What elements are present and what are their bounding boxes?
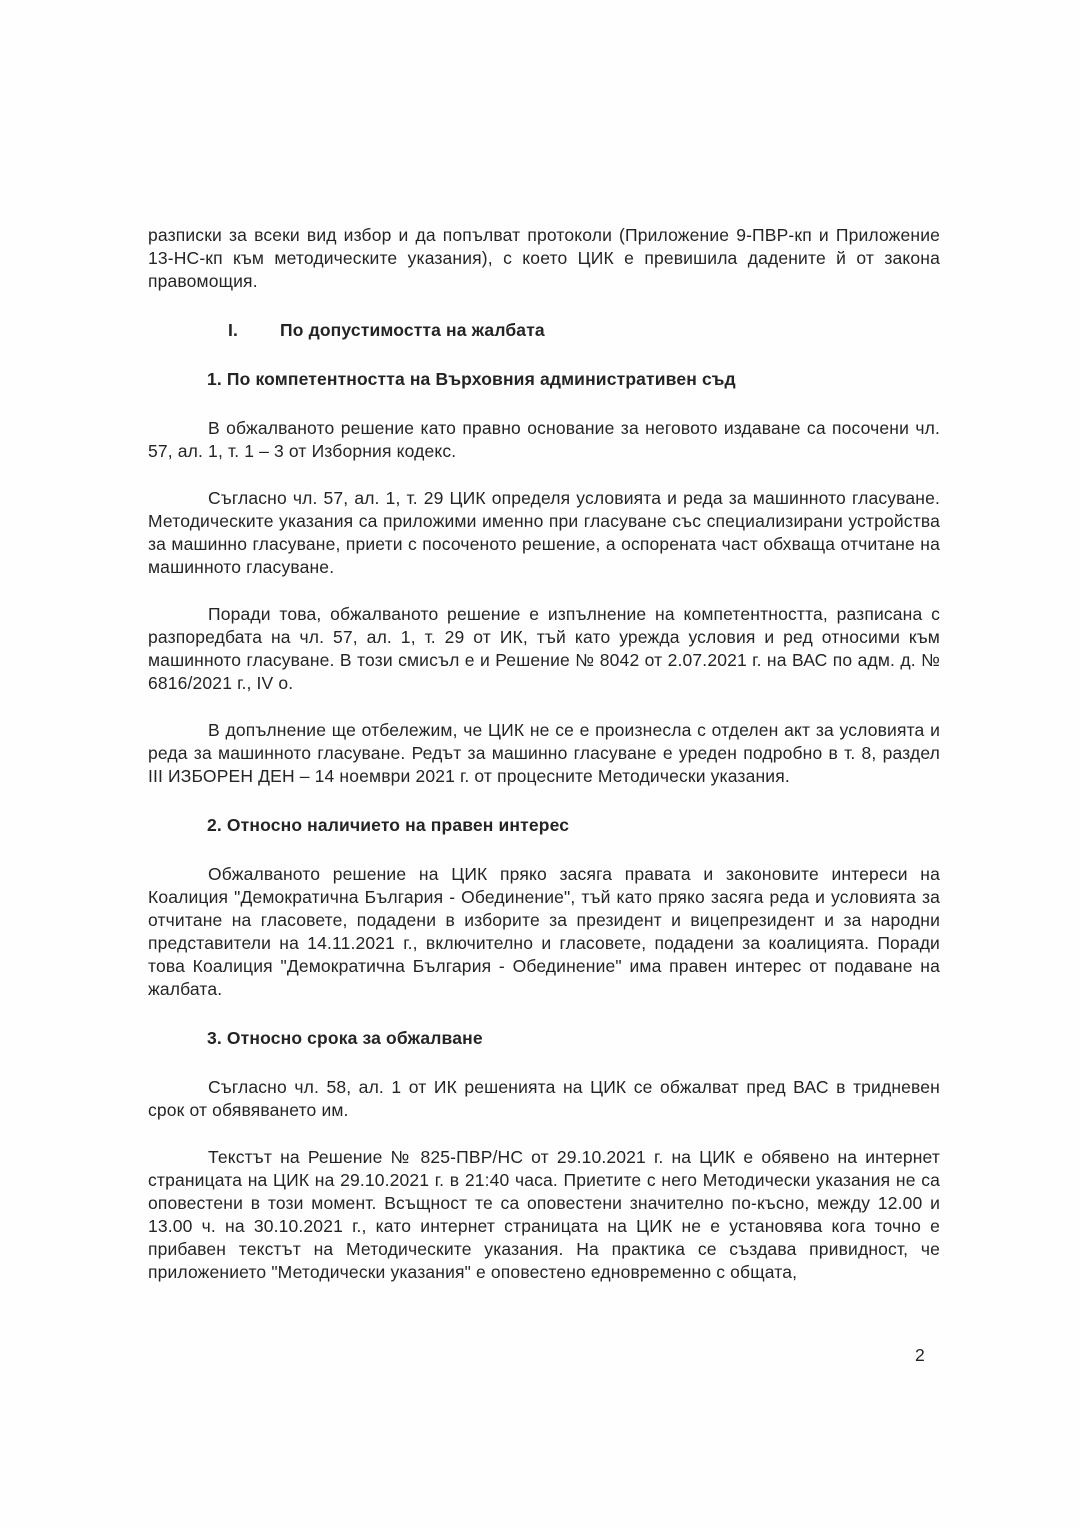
section-heading-admissibility [228, 319, 940, 342]
section-title: По допустимостта на жалбата [280, 320, 545, 340]
paragraph-continuation: разписки за всеки вид избор и да попълват протоколи (Приложение 9-ПВР-кп и Приложение 13-НС-кп към методическите указания), с което ЦИК е превишила дадените й от закона правомощия. [148, 225, 940, 291]
paragraph-addition: В допълнение ще отбележим, че ЦИК не се е произнесла с отделен акт за условията и реда за машинното гласуване. Редът за машинно гласуване е уреден подробно в т. 8, раздел III ИЗБОРЕН ДЕН – 14 ноември 2021 г. от процесните Методически указания. [148, 720, 940, 786]
document-body [148, 224, 940, 1308]
subsection-heading-legal-interest: 2. Относно наличието на правен интерес [207, 815, 570, 835]
paragraph-decision-825: Текстът на Решение № 825-ПВР/НС от 29.10.2021 г. на ЦИК е обявено на интернет страницата на ЦИК на 29.10.2021 г. в 21:40 часа. Приетите с него Методически указания не са оповестени в този момент. Всъщност те са оповестени значително по-късно, между 12.00 и 13.00 ч. на 30.10.2021 г., като интернет страницата на ЦИК не е установява кога точно е прибавен текстът на Методическите указания. На практика се създава привидност, че приложението "Методически указания" е оповестено едновременно с общата, [148, 1147, 940, 1282]
paragraph-competence-conclusion: Поради това, обжалваното решение е изпълнение на компетентността, разписана с разпоредбата на чл. 57, ал. 1, т. 29 от ИК, тъй като урежда условия и ред относими към машинното гласуване. В този смисъл е и Решение № 8042 от 2.07.2021 г. на ВАС по адм. д. № 6816/2021 г., IV о. [148, 604, 940, 693]
paragraph-legal-interest: Обжалваното решение на ЦИК пряко засяга правата и законовите интереси на Коалиция "Демократична България - Обединение", тъй като пряко засяга реда и условията за отчитане на гласовете, подадени в изборите за президент и вицепрезидент и за народни представители на 14.11.2021 г., включително и гласовете, подадени за коалицията. Поради това Коалиция "Демократична България - Обединение" има правен интерес от подаване на жалбата. [148, 864, 940, 999]
section-number: I. [228, 320, 239, 340]
paragraph-art57: Съгласно чл. 57, ал. 1, т. 29 ЦИК определя условията и реда за машинното гласуване. Методическите указания са приложими именно при гласуване със специализирани устройства за машинно гласуване, приети с посоченото решение, а оспорената част обхваща отчитане на машинното гласуване. [148, 488, 940, 577]
subsection-heading-appeal-deadline: 3. Относно срока за обжалване [207, 1028, 483, 1048]
paragraph-legal-basis: В обжалваното решение като правно основание за неговото издаване са посочени чл. 57, ал. 1, т. 1 – 3 от Изборния кодекс. [148, 418, 940, 461]
paragraph-art58: Съгласно чл. 58, ал. 1 от ИК решенията на ЦИК се обжалват пред ВАС в тридневен срок от обявяването им. [148, 1077, 940, 1120]
page-number: 2 [915, 1345, 925, 1365]
subsection-heading-competence: 1. По компетентността на Върховния административен съд [207, 369, 736, 389]
